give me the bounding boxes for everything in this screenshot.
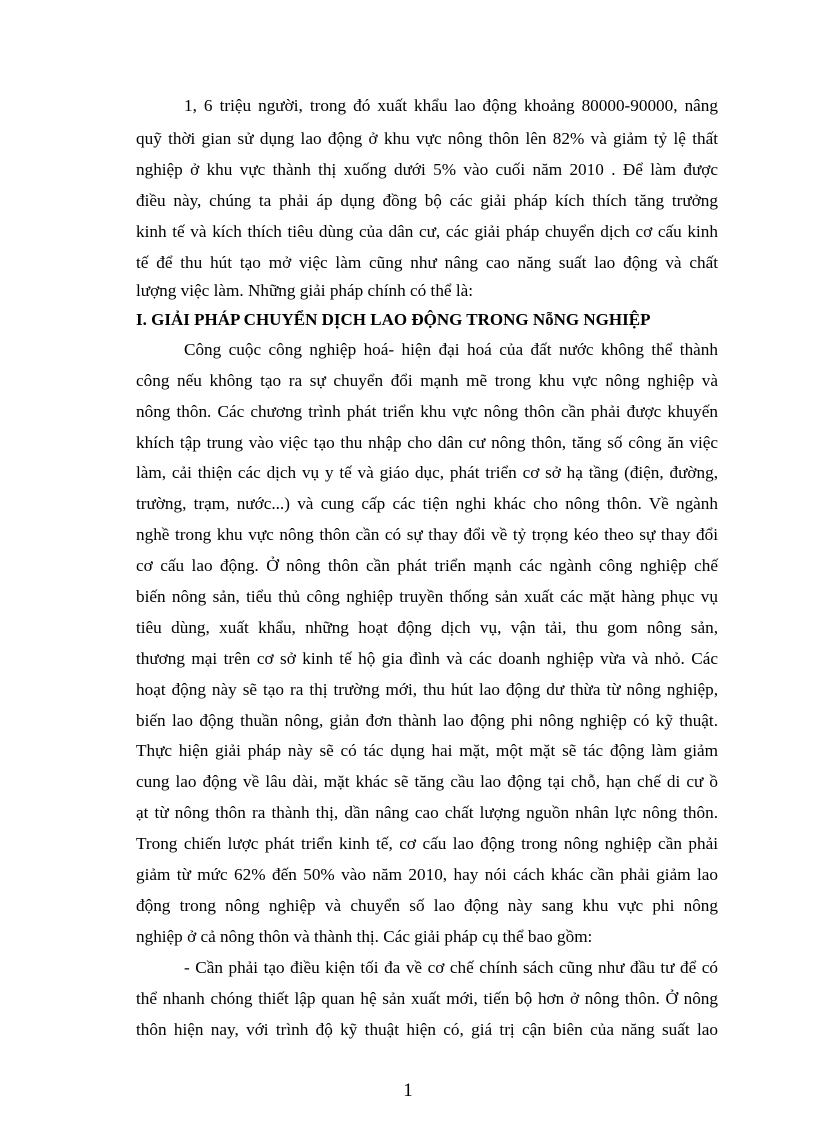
paragraph-line: nghiệp ở cả nông thôn và thành thị. Các giải pháp cụ thể bao gồm: xyxy=(136,927,593,946)
paragraph-line: kinh tế và kích thích tiêu dùng của dân cư, các giải pháp chuyển dịch cơ cấu kinh xyxy=(136,222,718,241)
paragraph-line: 1, 6 triệu người, trong đó xuất khẩu lao động khoảng 80000-90000, nâng xyxy=(184,96,718,115)
paragraph-line: tế để thu hút tạo mở việc làm cũng như nâng cao năng suất lao động và chất xyxy=(136,253,718,272)
paragraph-line: lượng việc làm. Những giải pháp chính có thể là: xyxy=(136,281,474,300)
paragraph-line: Trong chiến lược phát triển kinh tế, cơ cấu lao động trong nông nghiệp cần phải xyxy=(136,834,718,853)
paragraph-line: Công cuộc công nghiệp hoá- hiện đại hoá của đất nước không thể thành xyxy=(184,340,718,359)
paragraph-line: cơ cấu lao động. Ở nông thôn cần phát triển mạnh các ngành công nghiệp chế xyxy=(136,556,718,575)
paragraph-line: động trong nông nghiệp và chuyển số lao động này sang khu vực phi nông xyxy=(136,896,718,915)
paragraph-line: trường, trạm, nước...) và cung cấp các tiện nghi khác cho nông thôn. Về ngành xyxy=(136,494,718,513)
paragraph-line: giảm từ mức 62% đến 50% vào năm 2010, hay nói cách khác cần phải giảm lao xyxy=(136,865,718,884)
paragraph-line: quỹ thời gian sử dụng lao động ở khu vực nông thôn lên 82% và giảm tỷ lệ thất xyxy=(136,129,718,148)
paragraph-line: nghiệp ở khu vực thành thị xuống dưới 5% vào cuối năm 2010 . Để làm được xyxy=(136,160,718,179)
paragraph-line: nông thôn. Các chương trình phát triển khu vực nông thôn cần phải được khuyến xyxy=(136,402,718,421)
paragraph-line: khích tập trung vào việc tạo thu nhập cho dân cư nông thôn, tăng số công ăn việc xyxy=(136,433,718,452)
paragraph-line: thể nhanh chóng thiết lập quan hệ sản xuất mới, tiến bộ hơn ở nông thôn. Ở nông xyxy=(136,989,718,1008)
paragraph-line: - Cần phải tạo điều kiện tối đa về cơ chế chính sách cũng như đầu tư để có xyxy=(184,958,718,977)
paragraph-line: điều này, chúng ta phải áp dụng đồng bộ các giải pháp kích thích tăng trưởng xyxy=(136,191,718,210)
paragraph-line: hoạt động này sẽ tạo ra thị trường mới, thu hút lao động dư thừa từ nông nghiệp, xyxy=(136,680,718,699)
paragraph-line: cung lao động về lâu dài, mặt khác sẽ tăng cầu lao động tại chỗ, hạn chế di cư ồ xyxy=(136,772,718,791)
paragraph-line: công nếu không tạo ra sự chuyển đổi mạnh mẽ trong khu vực nông nghiệp và xyxy=(136,371,718,390)
paragraph-line: nghề trong khu vực nông thôn cần có sự thay đổi về tỷ trọng kéo theo sự thay đổi xyxy=(136,525,718,544)
paragraph-line: biến lao động thuần nông, giản đơn thành lao động phi nông nghiệp có kỹ thuật. xyxy=(136,711,718,730)
paragraph-line: Thực hiện giải pháp này sẽ có tác dụng hai mặt, một mặt sẽ tác động làm giảm xyxy=(136,741,718,760)
paragraph-line: thôn hiện nay, với trình độ kỹ thuật hiện có, giá trị cận biên của năng suất lao xyxy=(136,1020,718,1039)
page-number: 1 xyxy=(403,1080,413,1101)
paragraph-line: tiêu dùng, xuất khẩu, những hoạt động dịch vụ, vận tải, thu gom nông sản, xyxy=(136,618,718,637)
paragraph-line: biến nông sản, tiểu thủ công nghiệp truyền thống sản xuất các mặt hàng phục vụ xyxy=(136,587,718,606)
paragraph-line: làm, cải thiện các dịch vụ y tế và giáo dục, phát triển cơ sở hạ tầng (điện, đường, xyxy=(136,463,718,482)
paragraph-line: ạt từ nông thôn ra thành thị, dần nâng cao chất lượng nguồn nhân lực nông thôn. xyxy=(136,803,718,822)
paragraph-line: thương mại trên cơ sở kinh tế hộ gia đình và các doanh nghiệp vừa và nhỏ. Các xyxy=(136,649,718,668)
section-heading: I. GIẢI PHÁP CHUYỂN DỊCH LAO ĐỘNG TRONG NỗNG NGHIỆP xyxy=(136,310,651,329)
